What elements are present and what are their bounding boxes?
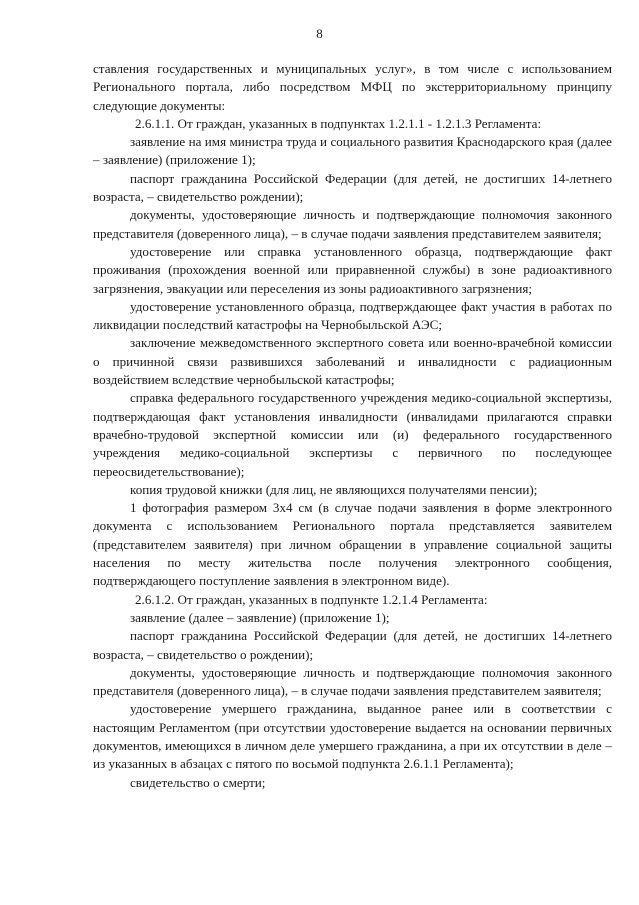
paragraph: паспорт гражданина Российской Федерации (для детей, не достигших 14-летнего возраста, – свидетельство рождении); — [93, 170, 612, 205]
paragraph: 2.6.1.1. От граждан, указанных в подпунктах 1.2.1.1 - 1.2.1.3 Регламента: — [135, 115, 542, 131]
page-number: 8 — [316, 26, 323, 41]
paragraph: 1 фотография размером 3х4 см (в случае подачи заявления в форме электронного документа с использованием Регионального портала представляется заявителем (представителем заявителя) при личном обращении в управление социальной защиты населения по месту жительства после получения электронного сообщения, подтверждающего поступление заявления в электронном виде). — [93, 500, 612, 589]
paragraph: справка федерального государственного учреждения медико-социальной экспертизы, подтверждающая факт установления инвалидности (инвалидами прилагаются справки врачебно-трудовой экспертной комиссии или (и) федерального государственного учреждения медико-социальной экспертизы с первичного по последующее переосвидетельствование); — [93, 390, 612, 479]
paragraph: копия трудовой книжки (для лиц, не являющихся получателями пенсии); — [130, 481, 538, 497]
paragraph: заключение межведомственного экспертного совета или военно-врачебной комиссии о причинной связи развившихся заболеваний и инвалидности с радиационным воздействием вследствие чернобыльской катастрофы; — [93, 335, 612, 388]
paragraph: ставления государственных и муниципальных услуг», в том числе с использованием Регионального портала, либо посредством МФЦ по экстерриториальному принципу следующие документы: — [93, 61, 612, 113]
paragraph: удостоверение или справка установленного образца, подтверждающие факт проживания (прохождения военной или приравненной службы) в зоне радиоактивного загрязнения, эвакуации или переселения из зоны радиоактивного загрязнения; — [93, 243, 612, 296]
paragraph: паспорт гражданина Российской Федерации (для детей, не достигших 14-летнего возраста, – свидетельство о рождении); — [93, 628, 612, 662]
paragraph: заявление (далее – заявление) (приложение 1); — [130, 609, 390, 625]
paragraph: свидетельство о смерти; — [130, 774, 266, 790]
paragraph: 2.6.1.2. От граждан, указанных в подпункте 1.2.1.4 Регламента: — [135, 591, 488, 607]
paragraph: удостоверение умершего гражданина, выданное ранее или в соответствии с настоящим Регламентом (при отсутствии удостоверение выдается на основании первичных документов, имеющихся в личном деле умершего гражданина, а при их отсутствии в деле – из указанных в абзацах с пятого по восьмой подпункта 2.6.1.1 Регламента); — [93, 701, 612, 772]
paragraph: документы, удостоверяющие личность и подтверждающие полномочия законного представителя (доверенного лица), – в случае подачи заявления представителем заявителя; — [93, 207, 612, 241]
document-body — [93, 60, 612, 792]
paragraph: удостоверение установленного образца, подтверждающее факт участия в работах по ликвидации последствий катастрофы на Чернобыльской АЭС; — [93, 298, 612, 333]
paragraph: заявление на имя министра труда и социального развития Краснодарского края (далее – заявление) (приложение 1); — [93, 134, 612, 168]
paragraph: документы, удостоверяющие личность и подтверждающие полномочия законного представителя (доверенного лица), – в случае подачи заявления представителем заявителя; — [93, 664, 612, 699]
